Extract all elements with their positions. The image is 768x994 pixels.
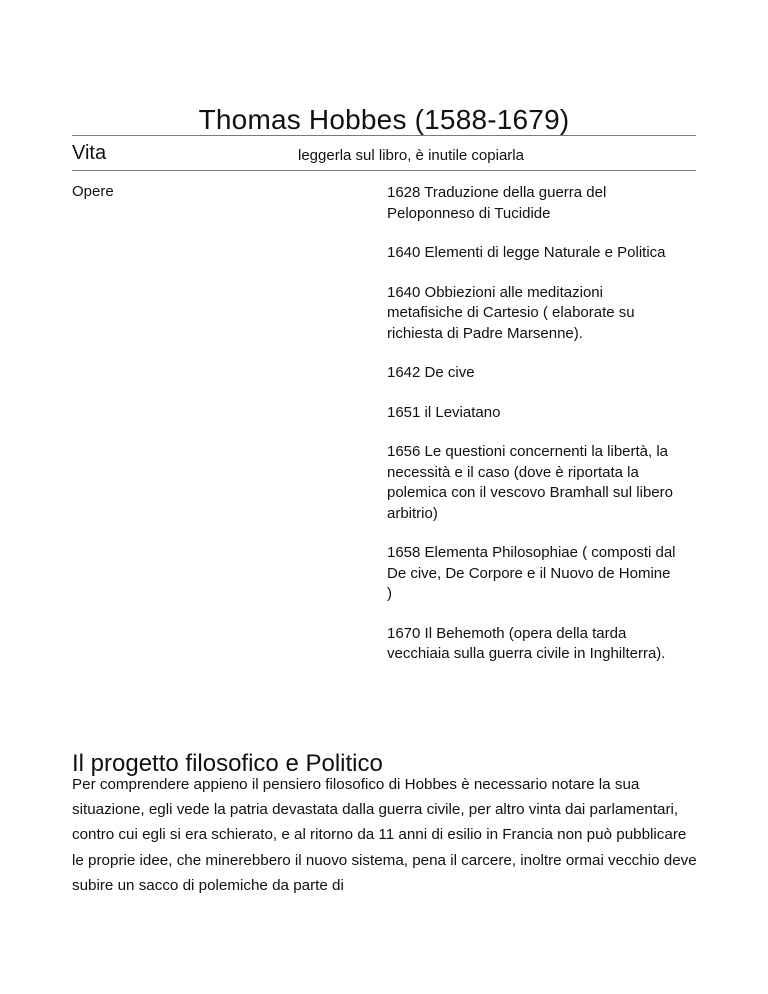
vita-text: leggerla sul libro, è inutile copiarla: [298, 147, 524, 164]
works-list: [387, 183, 677, 684]
works-list-item: 1651 il Leviatano: [387, 403, 501, 421]
opere-label: Opere: [72, 183, 114, 200]
works-list-item: 1642 De cive: [387, 364, 475, 381]
works-list-item: 1640 Elementi di legge Naturale e Politica: [387, 244, 666, 261]
section-heading: Il progetto filosofico e Politico: [72, 749, 383, 777]
works-list-item: 1670 Il Behemoth (opera della tarda vecchiaia sulla guerra civile in Inghilterra).: [387, 624, 666, 662]
divider-top: [72, 135, 696, 136]
divider-bottom: [72, 170, 696, 171]
works-list-item: 1640 Obbiezioni alle meditazioni metafisiche di Cartesio ( elaborate su richiesta di Padre Marsenne).: [387, 283, 635, 342]
section-paragraph: Per comprendere appieno il pensiero filosofico di Hobbes è necessario notare la sua situazione, egli vede la patria devastata dalla guerra civile, per altro vinta dai parlamentari, contro cui egli si era schierato, e al ritorno da 11 anni di esilio in Francia non può pubblicare le proprie idee, che minerebbero il nuovo sistema, pena il carcere, inoltre ormai vecchio deve subire un sacco di polemiche da parte di: [72, 776, 697, 894]
vita-label: Vita: [72, 142, 107, 164]
works-list-item: 1656 Le questioni concernenti la libertà, la necessità e il caso (dove è riportata la polemica con il vescovo Bramhall sul libero arbitrio): [387, 443, 673, 522]
works-list-item: 1628 Traduzione della guerra del Peloponneso di Tucidide: [387, 184, 607, 222]
page-title: Thomas Hobbes (1588-1679): [198, 103, 570, 135]
works-list-item: 1658 Elementa Philosophiae ( composti dal De cive, De Corpore e il Nuovo de Homine ): [387, 544, 676, 602]
